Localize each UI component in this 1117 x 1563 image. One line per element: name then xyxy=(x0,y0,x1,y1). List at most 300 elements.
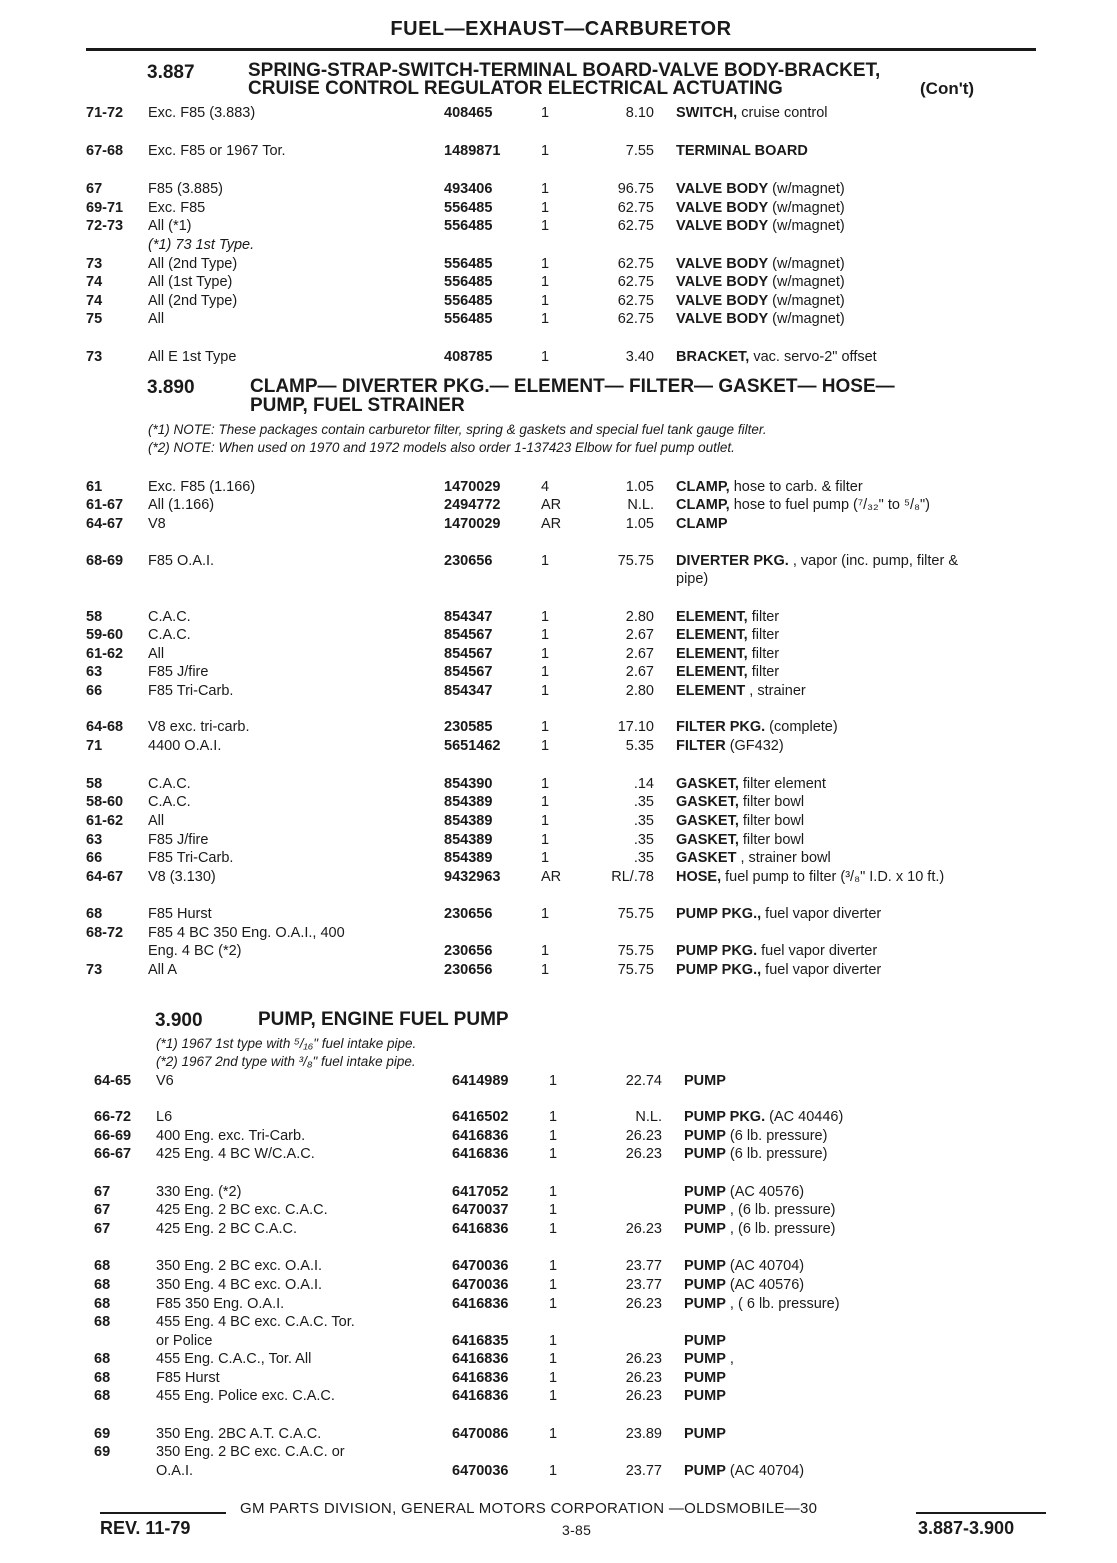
year-cell: 68-69 xyxy=(86,553,124,569)
price-cell: 62.75 xyxy=(617,293,654,309)
price-cell: 26.23 xyxy=(625,1221,662,1237)
table-row xyxy=(94,1369,1054,1387)
price-cell: 23.77 xyxy=(625,1258,662,1274)
description-cell xyxy=(676,104,827,122)
year-cell: 67 xyxy=(94,1184,111,1200)
part-name: PUMP xyxy=(684,1221,726,1237)
part-name: PUMP xyxy=(684,1426,726,1442)
part-detail: , strainer xyxy=(745,683,806,699)
part-number-cell: 854390 xyxy=(444,776,493,792)
application-cell: All xyxy=(148,813,165,829)
table-row xyxy=(86,292,1046,310)
part-number-cell: 854567 xyxy=(444,664,493,680)
year-cell: 64-67 xyxy=(86,516,124,532)
price-cell: RL/.78 xyxy=(611,869,654,885)
section-title-line: PUMP, FUEL STRAINER xyxy=(250,395,465,416)
part-name: DIVERTER PKG. xyxy=(676,553,789,569)
description-cell xyxy=(684,1220,836,1238)
year-cell: 61-62 xyxy=(86,646,124,662)
part-number-cell: 6416835 xyxy=(452,1333,509,1349)
part-name: PUMP xyxy=(684,1184,726,1200)
part-detail: filter xyxy=(747,609,780,625)
year-cell: 68 xyxy=(94,1296,111,1312)
description-cell xyxy=(676,180,845,198)
description-cell xyxy=(676,905,881,923)
application-cell: 455 Eng. C.A.C., Tor. All xyxy=(156,1351,312,1367)
quantity-cell: 1 xyxy=(541,105,550,121)
application-cell: 330 Eng. (*2) xyxy=(156,1184,242,1200)
part-name: ELEMENT, xyxy=(676,609,748,625)
quantity-cell: 1 xyxy=(541,719,550,735)
table-row xyxy=(86,255,1046,273)
table-row xyxy=(86,775,1046,793)
application-cell: F85 Tri-Carb. xyxy=(148,683,234,699)
year-cell: 68 xyxy=(94,1314,111,1330)
price-cell: 1.05 xyxy=(625,516,654,532)
part-name: PUMP xyxy=(684,1146,726,1162)
price-cell: 75.75 xyxy=(617,943,654,959)
part-detail: pipe) xyxy=(676,571,709,587)
application-cell: Exc. F85 or 1967 Tor. xyxy=(148,143,286,159)
quantity-cell: 1 xyxy=(541,962,550,978)
year-cell: 59-60 xyxy=(86,627,124,643)
table-row xyxy=(86,831,1046,849)
application-cell: 400 Eng. exc. Tri-Carb. xyxy=(156,1128,306,1144)
part-name: CLAMP, xyxy=(676,497,730,513)
description-cell xyxy=(676,608,779,626)
application-cell: 425 Eng. 4 BC W/C.A.C. xyxy=(156,1146,315,1162)
application-cell: 350 Eng. 2 BC exc. O.A.I. xyxy=(156,1258,323,1274)
application-cell: All (1.166) xyxy=(148,497,215,513)
part-name: VALVE BODY xyxy=(676,256,769,272)
description-cell xyxy=(684,1276,804,1294)
part-number-cell: 1470029 xyxy=(444,479,501,495)
year-cell: 66-67 xyxy=(94,1146,132,1162)
table-row xyxy=(86,273,1046,291)
footer-text: GM PARTS DIVISION, GENERAL MOTORS CORPORATION —OLDSMOBILE—30 xyxy=(240,1500,818,1517)
part-detail: (AC 40704) xyxy=(725,1463,805,1479)
application-cell: All A xyxy=(148,962,178,978)
application-cell: V8 (3.130) xyxy=(148,869,216,885)
part-name: GASKET, xyxy=(676,776,739,792)
section-note: (*1) 1967 1st type with ⁵/₁₆" fuel intake pipe. xyxy=(156,1036,417,1051)
quantity-cell: 1 xyxy=(541,293,550,309)
quantity-cell: 1 xyxy=(541,609,550,625)
year-cell: 58 xyxy=(86,776,103,792)
application-cell: All (*1) xyxy=(148,218,192,234)
part-name: ELEMENT, xyxy=(676,646,748,662)
part-number-cell: 6416836 xyxy=(452,1296,509,1312)
application-cell: 4400 O.A.I. xyxy=(148,738,222,754)
description-cell xyxy=(676,570,708,588)
part-name: GASKET, xyxy=(676,832,739,848)
price-cell: 62.75 xyxy=(617,256,654,272)
part-detail: cruise control xyxy=(737,105,828,121)
application-cell: L6 xyxy=(156,1109,173,1125)
part-number-cell: 6416836 xyxy=(452,1388,509,1404)
quantity-cell: 1 xyxy=(541,776,550,792)
table-row xyxy=(94,1276,1054,1294)
section-note: (*2) NOTE: When used on 1970 and 1972 models also order 1-137423 Elbow for fuel pump outlet. xyxy=(148,440,735,455)
price-cell: 62.75 xyxy=(617,311,654,327)
page-header xyxy=(86,14,1036,51)
description-cell xyxy=(676,961,881,979)
table-row xyxy=(86,496,1046,514)
part-number-cell: 6416502 xyxy=(452,1109,509,1125)
description-cell xyxy=(676,255,845,273)
part-number-cell: 854347 xyxy=(444,609,493,625)
part-detail: filter xyxy=(747,664,780,680)
table-row xyxy=(86,478,1046,496)
part-detail: fuel pump to filter (³/₈" I.D. x 10 ft.) xyxy=(721,869,945,885)
quantity-cell: 1 xyxy=(541,738,550,754)
table-row xyxy=(86,868,1046,886)
description-cell xyxy=(684,1108,843,1126)
application-cell: All E 1st Type xyxy=(148,349,237,365)
description-cell xyxy=(676,645,779,663)
table-row xyxy=(86,217,1046,235)
description-cell xyxy=(676,348,877,366)
year-cell: 61-67 xyxy=(86,497,124,513)
part-detail: (GF432) xyxy=(725,738,784,754)
part-detail: fuel vapor diverter xyxy=(761,906,882,922)
part-number-cell: 6470036 xyxy=(452,1463,509,1479)
description-cell xyxy=(684,1183,804,1201)
table-row xyxy=(86,718,1046,736)
part-name: PUMP xyxy=(684,1333,726,1349)
part-name: VALVE BODY xyxy=(676,200,769,216)
description-cell xyxy=(676,310,845,328)
price-cell: 2.80 xyxy=(625,609,654,625)
application-cell: All (2nd Type) xyxy=(148,256,238,272)
price-cell: 23.89 xyxy=(625,1426,662,1442)
quantity-cell: 1 xyxy=(541,646,550,662)
description-cell xyxy=(676,775,826,793)
quantity-cell: 1 xyxy=(541,143,550,159)
year-cell: 64-65 xyxy=(94,1073,132,1089)
part-name: HOSE, xyxy=(676,869,722,885)
quantity-cell: 1 xyxy=(541,813,550,829)
part-number-cell: 230656 xyxy=(444,906,493,922)
table-row xyxy=(86,849,1046,867)
section-range: 3.887-3.900 xyxy=(918,1518,1015,1538)
price-cell: 23.77 xyxy=(625,1277,662,1293)
part-name: CLAMP, xyxy=(676,479,730,495)
table-row xyxy=(94,1462,1054,1480)
section-title-suffix: (Con't) xyxy=(920,79,975,98)
price-cell: 2.80 xyxy=(625,683,654,699)
application-cell: F85 (3.885) xyxy=(148,181,223,197)
year-cell: 68 xyxy=(94,1351,111,1367)
table-row xyxy=(94,1127,1054,1145)
quantity-cell: 1 xyxy=(549,1333,558,1349)
description-cell xyxy=(676,217,845,235)
part-detail: (w/magnet) xyxy=(768,311,845,327)
application-cell: All xyxy=(148,311,165,327)
part-name: CLAMP xyxy=(676,516,728,532)
price-cell: 26.23 xyxy=(625,1370,662,1386)
part-detail: , xyxy=(725,1351,734,1367)
quantity-cell: 1 xyxy=(549,1073,558,1089)
part-detail: (AC 40446) xyxy=(765,1109,844,1125)
table-row xyxy=(86,682,1046,700)
part-name: VALVE BODY xyxy=(676,274,769,290)
year-cell: 69 xyxy=(94,1426,111,1442)
application-cell: F85 350 Eng. O.A.I. xyxy=(156,1296,285,1312)
description-cell xyxy=(676,942,877,960)
year-cell: 67-68 xyxy=(86,143,124,159)
table-row xyxy=(94,1295,1054,1313)
section-note: (*2) 1967 2nd type with ³/₈" fuel intake pipe. xyxy=(156,1054,416,1069)
section-title-line: CRUISE CONTROL REGULATOR ELECTRICAL ACTUATING xyxy=(248,78,783,99)
part-name: VALVE BODY xyxy=(676,293,769,309)
year-cell: 64-67 xyxy=(86,869,124,885)
price-cell: 17.10 xyxy=(617,719,654,735)
description-cell xyxy=(684,1072,726,1090)
description-cell xyxy=(684,1295,840,1313)
application-cell: F85 O.A.I. xyxy=(148,553,215,569)
part-number-cell: 556485 xyxy=(444,311,493,327)
table-row xyxy=(94,1201,1054,1219)
table-row xyxy=(94,1145,1054,1163)
part-number-cell: 854347 xyxy=(444,683,493,699)
part-detail: , vapor (inc. pump, filter & xyxy=(788,553,959,569)
price-cell: 2.67 xyxy=(625,664,654,680)
application-cell: F85 Hurst xyxy=(156,1370,220,1386)
part-number-cell: 854567 xyxy=(444,627,493,643)
application-cell: (*1) 73 1st Type. xyxy=(148,237,255,253)
year-cell: 61 xyxy=(86,479,103,495)
table-row xyxy=(86,180,1046,198)
description-cell xyxy=(676,663,779,681)
part-detail: (w/magnet) xyxy=(768,181,845,197)
quantity-cell: 4 xyxy=(541,479,550,495)
price-cell: 3.40 xyxy=(625,349,654,365)
description-cell xyxy=(676,868,944,886)
part-detail: , (6 lb. pressure) xyxy=(725,1202,836,1218)
price-cell: 26.23 xyxy=(625,1146,662,1162)
part-number-cell: 6470086 xyxy=(452,1426,509,1442)
quantity-cell: 1 xyxy=(549,1388,558,1404)
table-row xyxy=(86,961,1046,979)
year-cell: 67 xyxy=(86,181,103,197)
year-cell: 66-69 xyxy=(94,1128,132,1144)
description-cell xyxy=(684,1369,726,1387)
table-row xyxy=(86,104,1046,122)
quantity-cell: 1 xyxy=(541,943,550,959)
quantity-cell: 1 xyxy=(549,1221,558,1237)
table-row xyxy=(86,812,1046,830)
description-cell xyxy=(684,1425,726,1443)
price-cell: 75.75 xyxy=(617,962,654,978)
section-note: (*1) NOTE: These packages contain carburetor filter, spring & gaskets and special fuel tank gauge filter. xyxy=(148,422,767,437)
part-name: SWITCH, xyxy=(676,105,738,121)
part-detail: , (6 lb. pressure) xyxy=(725,1221,836,1237)
description-cell xyxy=(684,1257,804,1275)
quantity-cell: AR xyxy=(541,497,562,513)
part-number-cell: 5651462 xyxy=(444,738,501,754)
section-number: 3.890 xyxy=(147,377,195,398)
quantity-cell: 1 xyxy=(549,1258,558,1274)
table-row xyxy=(94,1332,1054,1350)
description-cell xyxy=(684,1350,734,1368)
part-detail: (complete) xyxy=(765,719,838,735)
part-name: PUMP xyxy=(684,1073,726,1089)
quantity-cell: 1 xyxy=(549,1146,558,1162)
year-cell: 73 xyxy=(86,962,103,978)
quantity-cell: 1 xyxy=(541,906,550,922)
price-cell: 8.10 xyxy=(625,105,654,121)
quantity-cell: AR xyxy=(541,516,562,532)
part-detail: filter xyxy=(747,627,780,643)
table-row xyxy=(86,142,1046,160)
page-title: FUEL—EXHAUST—CARBURETOR xyxy=(390,18,732,40)
part-number-cell: 6470036 xyxy=(452,1258,509,1274)
application-cell: F85 4 BC 350 Eng. O.A.I., 400 xyxy=(148,925,345,941)
application-cell: V8 exc. tri-carb. xyxy=(148,719,250,735)
footer-rule xyxy=(916,1512,1046,1514)
price-cell: 2.67 xyxy=(625,627,654,643)
part-number-cell: 556485 xyxy=(444,200,493,216)
price-cell: 96.75 xyxy=(617,181,654,197)
part-name: VALVE BODY xyxy=(676,218,769,234)
part-number-cell: 9432963 xyxy=(444,869,501,885)
quantity-cell: 1 xyxy=(549,1463,558,1479)
part-detail: (6 lb. pressure) xyxy=(725,1128,828,1144)
section-title-line: PUMP, ENGINE FUEL PUMP xyxy=(258,1009,509,1030)
part-name: PUMP PKG., xyxy=(676,962,762,978)
quantity-cell: 1 xyxy=(541,311,550,327)
part-detail: , strainer bowl xyxy=(736,850,831,866)
application-cell: C.A.C. xyxy=(148,794,191,810)
application-cell: 425 Eng. 2 BC C.A.C. xyxy=(156,1221,298,1237)
application-cell: All (1st Type) xyxy=(148,274,233,290)
year-cell: 75 xyxy=(86,311,103,327)
part-number-cell: 408785 xyxy=(444,349,493,365)
year-cell: 61-62 xyxy=(86,813,124,829)
part-name: TERMINAL BOARD xyxy=(676,143,808,159)
quantity-cell: 1 xyxy=(541,664,550,680)
application-cell: F85 J/fire xyxy=(148,832,209,848)
part-number-cell: 230656 xyxy=(444,962,493,978)
year-cell: 71 xyxy=(86,738,103,754)
description-cell xyxy=(684,1332,726,1350)
price-cell: 2.67 xyxy=(625,646,654,662)
year-cell: 74 xyxy=(86,293,103,309)
part-detail: filter element xyxy=(738,776,826,792)
table-row xyxy=(86,626,1046,644)
table-row xyxy=(86,236,1046,254)
application-cell: All xyxy=(148,646,165,662)
price-cell: 62.75 xyxy=(617,218,654,234)
part-number-cell: 854567 xyxy=(444,646,493,662)
description-cell xyxy=(676,273,845,291)
footer-rule xyxy=(100,1512,226,1514)
part-number-cell: 230656 xyxy=(444,943,493,959)
price-cell: 7.55 xyxy=(625,143,654,159)
table-row xyxy=(94,1425,1054,1443)
part-detail: (w/magnet) xyxy=(768,218,845,234)
quantity-cell: 1 xyxy=(549,1351,558,1367)
price-cell: 5.35 xyxy=(625,738,654,754)
quantity-cell: 1 xyxy=(541,274,550,290)
price-cell: .35 xyxy=(633,850,654,866)
part-detail: filter xyxy=(747,646,780,662)
year-cell: 74 xyxy=(86,274,103,290)
year-cell: 69 xyxy=(94,1444,111,1460)
table-row xyxy=(94,1387,1054,1405)
application-cell: F85 J/fire xyxy=(148,664,209,680)
part-name: FILTER PKG. xyxy=(676,719,766,735)
application-cell: or Police xyxy=(156,1333,213,1349)
part-number-cell: 854389 xyxy=(444,813,493,829)
part-detail: filter bowl xyxy=(738,832,805,848)
part-detail: (w/magnet) xyxy=(768,293,845,309)
part-name: PUMP xyxy=(684,1277,726,1293)
table-row xyxy=(94,1313,1054,1331)
table-row xyxy=(86,737,1046,755)
quantity-cell: 1 xyxy=(541,218,550,234)
part-name: PUMP xyxy=(684,1202,726,1218)
description-cell xyxy=(676,292,845,310)
quantity-cell: 1 xyxy=(541,181,550,197)
description-cell xyxy=(676,682,806,700)
part-number-cell: 6470037 xyxy=(452,1202,509,1218)
part-detail: (w/magnet) xyxy=(768,200,845,216)
part-number-cell: 6416836 xyxy=(452,1128,509,1144)
year-cell: 66-72 xyxy=(94,1109,132,1125)
quantity-cell: 1 xyxy=(541,553,550,569)
part-name: GASKET, xyxy=(676,813,739,829)
application-cell: 350 Eng. 4 BC exc. O.A.I. xyxy=(156,1277,323,1293)
part-number-cell: 6416836 xyxy=(452,1370,509,1386)
description-cell xyxy=(684,1387,726,1405)
application-cell: C.A.C. xyxy=(148,609,191,625)
part-name: FILTER xyxy=(676,738,726,754)
table-row xyxy=(86,942,1046,960)
description-cell xyxy=(676,515,728,533)
application-cell: 350 Eng. 2 BC exc. C.A.C. or xyxy=(156,1444,345,1460)
part-number-cell: 556485 xyxy=(444,218,493,234)
quantity-cell: 1 xyxy=(541,850,550,866)
part-name: PUMP xyxy=(684,1128,726,1144)
section-title-line: SPRING-STRAP-SWITCH-TERMINAL BOARD-VALVE BODY-BRACKET, xyxy=(248,60,881,81)
table-row xyxy=(94,1183,1054,1201)
application-cell: V6 xyxy=(156,1073,174,1089)
year-cell: 68 xyxy=(94,1258,111,1274)
price-cell: N.L. xyxy=(635,1109,662,1125)
part-number-cell: 408465 xyxy=(444,105,493,121)
quantity-cell: 1 xyxy=(549,1128,558,1144)
part-detail: (AC 40576) xyxy=(725,1277,805,1293)
description-cell xyxy=(676,142,808,160)
price-cell: .14 xyxy=(633,776,654,792)
part-detail: (AC 40704) xyxy=(725,1258,805,1274)
part-number-cell: 6416836 xyxy=(452,1221,509,1237)
price-cell: 23.77 xyxy=(625,1463,662,1479)
price-cell: 26.23 xyxy=(625,1296,662,1312)
year-cell: 67 xyxy=(94,1202,111,1218)
part-detail: vac. servo-2" offset xyxy=(749,349,877,365)
table-row xyxy=(94,1108,1054,1126)
table-row xyxy=(94,1072,1054,1090)
part-detail: fuel vapor diverter xyxy=(761,962,882,978)
part-detail: hose to carb. & filter xyxy=(729,479,863,495)
part-detail: (6 lb. pressure) xyxy=(725,1146,828,1162)
part-number-cell: 556485 xyxy=(444,293,493,309)
quantity-cell: 1 xyxy=(541,256,550,272)
price-cell: 26.23 xyxy=(625,1351,662,1367)
